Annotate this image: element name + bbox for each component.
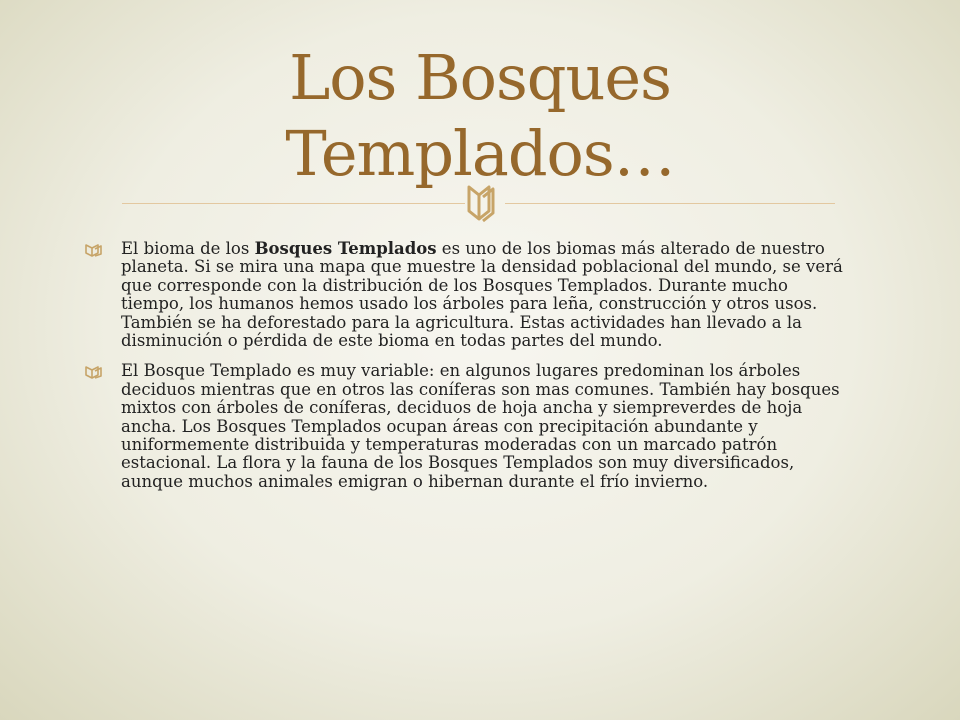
book-bullet-icon xyxy=(85,243,109,257)
book-ornament-icon xyxy=(466,183,504,223)
paragraph-2 xyxy=(85,362,845,491)
title-divider-right xyxy=(505,203,835,204)
paragraph-1-text-end: es uno de los biomas más alterado de nuestro planeta. Si se mira una mapa que muestre la densidad poblacional del mundo, se verá que corresponde con la distribución de los Bosques Templados. Durante mucho tiempo, los humanos hemos usado los árboles para leña, construcción y otros usos. También se ha deforestado para la agricultura. Estas actividades han llevado a la disminución o pérdida de este bioma en todas partes del mundo. xyxy=(121,239,843,351)
book-bullet-icon xyxy=(85,365,109,379)
paragraph-1-bold-term: Bosques Templados xyxy=(254,239,437,258)
paragraph-1-text-start: El bioma de los xyxy=(121,239,255,258)
title-line-2: Templados… xyxy=(285,117,675,190)
slide-title xyxy=(140,40,820,192)
paragraph-1 xyxy=(85,240,845,350)
slide-body xyxy=(85,240,845,503)
title-divider-left xyxy=(122,203,465,204)
title-line-1: Los Bosques xyxy=(289,41,671,114)
paragraph-2-text: El Bosque Templado es muy variable: en algunos lugares predominan los árboles deciduos mientras que en otros las coníferas son mas comunes. También hay bosques mixtos con árboles de coníferas, deciduos de hoja ancha y siempreverdes de hoja ancha. Los Bosques Templados ocupan áreas con precipitación abundante y uniformemente distribuida y temperaturas moderadas con un marcado patrón estacional. La flora y la fauna de los Bosques Templados son muy diversificados, aunque muchos animales emigran o hibernan durante el frío invierno. xyxy=(121,361,840,491)
